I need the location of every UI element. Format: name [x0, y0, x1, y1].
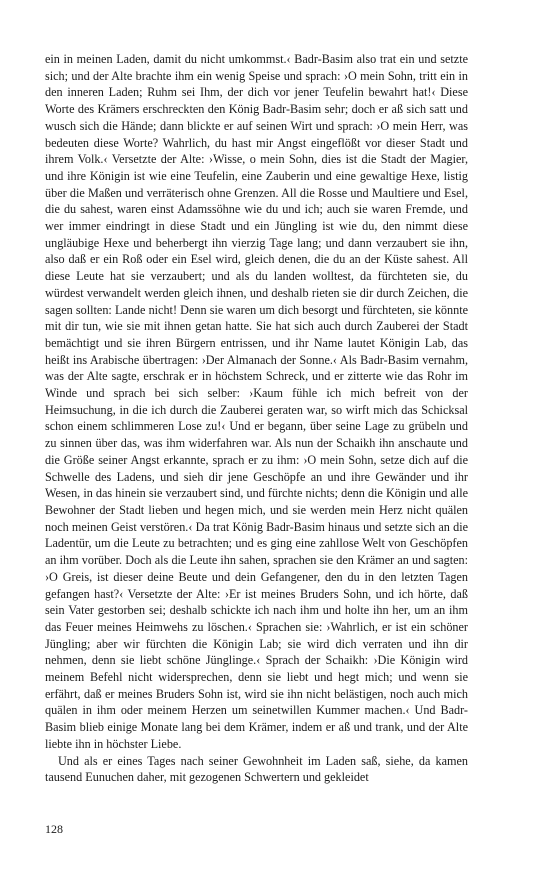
paragraph-2: Und als er eines Tages nach seiner Gewohnheit im Laden saß, siehe, da kamen tausend Eunuchen daher, mit gezogenen Schwertern und gekleidet [45, 753, 468, 785]
body-text [45, 51, 468, 786]
page-number: 128 [45, 822, 63, 836]
paragraph-1: ein in meinen Laden, damit du nicht umkommst.‹ Badr-Basim also trat ein und setzte sich; und der Alte brachte ihm ein wenig Speise und sprach: ›O mein Sohn, tritt ein in den inneren Laden; Ruhm sei Ihm, der dich vor jener Teufelin bewahrt hat!‹ Diese Worte des Krämers erschreckten den König Badr-Basim sehr; doch er aß sich satt und wusch sich die Hände; dann blickte er auf seinen Wirt und sprach: ›O mein Herr, was bedeuten diese Worte? Wahrlich, du hast mir Angst eingeflößt vor dieser Stadt und ihrem Volk.‹ Versetzte der Alte: ›Wisse, o mein Sohn, dies ist die Stadt der Magier, und ihre Königin ist wie eine Teufelin, eine Zauberin und eine gewaltige Hexe, listig über die Maßen und verräterisch ohne Grenzen. All die Rosse und Maultiere und Esel, die du sahest, waren einst Adamssöhne wie du und ich; auch sie waren Fremde, und wer immer eindringt in diese Stadt und ein Jüngling ist wie du, den nimmt diese ungläubige Hexe und beherbergt ihn vierzig Tage lang; und dann verzaubert sie ihn, also daß er ein Roß oder ein Esel wird, gleich denen, die du an der Küste sahest. All diese Leute hat sie verzaubert; und als du landen wolltest, da fürchteten sie, du würdest verwandelt werden gleich ihnen, und deshalb rieten sie dir durch Zeichen, die sagen sollten: Lande nicht! Denn sie waren um dich besorgt und fürchteten, sie könnte mit dir tun, wie sie mit ihnen getan hatte. Sie hat sich auch durch Zauberei der Stadt bemächtigt und sie ihren Bürgern entrissen, und ihr Name lautet Königin Lab, das heißt ins Arabische übertragen: ›Der Almanach der Sonne.‹ Als Badr-Basim vernahm, was der Alte sagte, erschrak er in höchstem Schreck, und er zitterte wie das Rohr im Winde und sprach bei sich selber: ›Kaum fühle ich mich befreit von der Heimsuchung, in die ich durch die Zauberei geraten war, so wirft mich das Schicksal schon einem schlimmeren Lose zu!‹ Und er begann, über seine Lage zu grübeln und zu sinnen über das, was ihm widerfahren war. Als nun der Schaikh ihn anschaute und die Größe seiner Angst erkannte, sprach er zu ihm: ›O mein Sohn, setze dich auf die Schwelle des Ladens, und sieh dir jene Geschöpfe an und ihre Gewänder und ihr Wesen, in das hinein sie verzaubert sind, und fürchte nichts; denn die Königin und alle Bewohner der Stadt lieben und hegen mich, und sie werden mein Herz nicht quälen noch meinen Geist verstören.‹ Da trat König Badr-Basim hinaus und setzte sich an die Ladentür, um die Leute zu betrachten; und es ging eine zahllose Welt von Geschöpfen an ihm vorüber. Doch als die Leute ihn sahen, sprachen sie den Krämer an und sagten: ›O Greis, ist dieser deine Beute und dein Gefangener, den du in den letzten Tagen gefangen hast?‹ Versetzte der Alte: ›Er ist meines Bruders Sohn, und ich hörte, daß sein Vater gestorben sei; deshalb schickte ich nach ihm und holte ihn her, um an ihm das Feuer meines Heimwehs zu löschen.‹ Sprachen sie: ›Wahrlich, er ist ein schöner Jüngling; aber wir fürchten die Königin Lab; sie wird dich verraten und ihn dir nehmen, denn sie liebt schöne Jünglinge.‹ Sprach der Schaikh: ›Die Königin wird meinem Befehl nicht widersprechen, denn sie liebt und hegt mich; und wenn sie erfährt, daß er meines Bruders Sohn ist, wird sie ihn nicht belästigen, noch auch mich quälen in ihm oder meinem Herzen um seinetwillen Kummer machen.‹ Und Badr-Basim blieb einige Monate lang bei dem Krämer, indem er aß und trank, und der Alte liebte ihn in höchster Liebe. [45, 52, 468, 751]
